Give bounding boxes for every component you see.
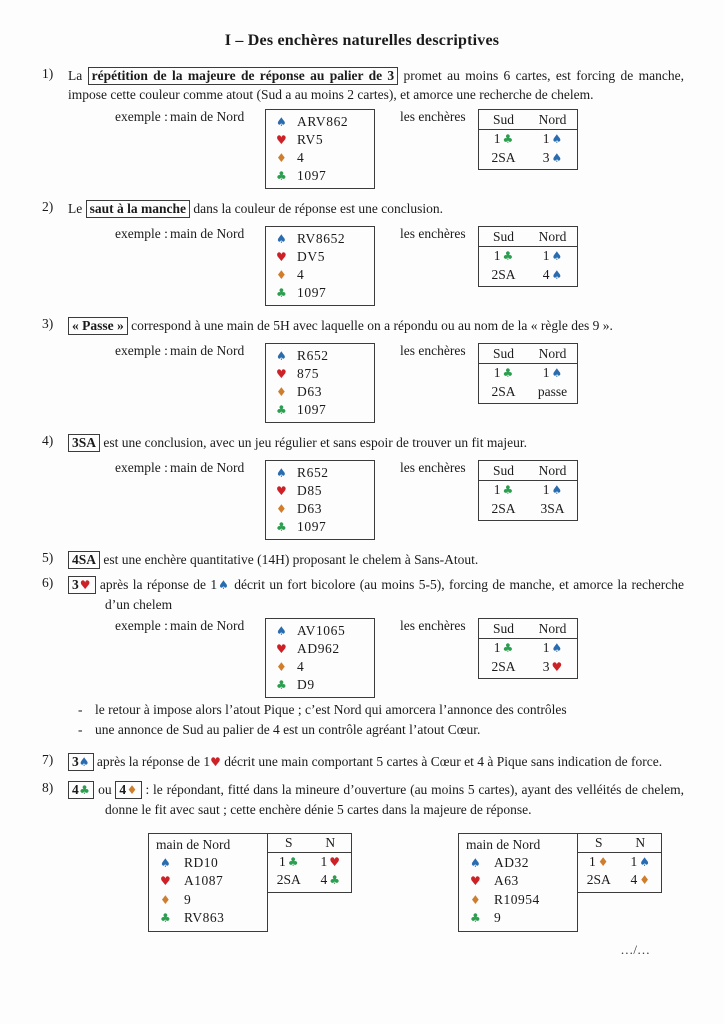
exemple-label: exemple : <box>115 343 168 358</box>
bidding-header <box>479 619 577 639</box>
item-3-number: 3) <box>42 316 54 331</box>
item-1-text-before: La <box>68 68 88 83</box>
heart-icon: ♥ <box>276 484 287 498</box>
club-icon: ♣ <box>502 483 514 497</box>
item-5-text-after: est une enchère quantitative (14H) proposant le chelem à Sans-Atout. <box>100 552 479 567</box>
hand-row-clubs <box>276 676 374 694</box>
bidding-table-2 <box>478 226 578 287</box>
item-8-text-mid: ou <box>94 782 116 797</box>
north-hand-box-4 <box>265 460 375 540</box>
item-6-text-part2: décrit un fort bicolore (au moins 5-5), forcing de manche, et amorce la recherche d’un chelem <box>105 577 684 612</box>
les-encheres-label: les enchères <box>400 460 466 475</box>
club-holding: D9 <box>297 677 315 692</box>
nord-bid: 1 ♠ <box>542 365 563 380</box>
hand-row-spades <box>156 854 267 873</box>
diamond-holding: 9 <box>184 891 192 907</box>
heart-icon: ♥ <box>276 250 287 264</box>
exemple-label: exemple : <box>115 618 168 633</box>
hand-row-hearts <box>276 365 374 383</box>
nord-bid: 4 ♠ <box>542 266 563 282</box>
spade-icon: ♠ <box>276 349 287 363</box>
north-hand-box-3 <box>265 343 375 423</box>
north-hand-box-right <box>458 833 578 932</box>
page-title: I – Des enchères naturelles descriptives <box>224 32 500 49</box>
north-hand-box-6 <box>265 618 375 698</box>
diamond-icon: ♦ <box>276 385 287 399</box>
hand-row-hearts <box>156 872 267 891</box>
main-de-nord-label: main de Nord <box>170 618 245 633</box>
item-4-number: 4) <box>42 433 54 448</box>
nord-bid: 3 ♠ <box>542 149 563 165</box>
spade-icon: ♠ <box>551 483 563 497</box>
diamond-icon: ♦ <box>597 854 609 869</box>
main-de-nord-label: main de Nord <box>170 343 245 358</box>
diamond-holding: D63 <box>297 384 323 399</box>
bidding-row <box>479 130 577 149</box>
item-8-text <box>68 780 684 819</box>
spade-icon: ♠ <box>551 366 563 380</box>
bidding-header <box>479 344 577 364</box>
item-1-boxed-term: répétition de la majeure de réponse au palier de 3 <box>88 67 399 85</box>
diamond-holding: D63 <box>297 501 323 516</box>
item-7 <box>42 752 684 772</box>
heart-holding: A63 <box>494 873 519 888</box>
hand-row-clubs <box>466 909 577 928</box>
nord-header: Nord <box>538 621 567 636</box>
diamond-icon: ♦ <box>160 892 171 907</box>
spade-holding: R652 <box>297 348 329 363</box>
hand-row-clubs <box>276 518 374 536</box>
sud-bid: 2SA <box>491 266 516 282</box>
heart-icon: ♥ <box>276 133 287 147</box>
spade-holding: ARV862 <box>297 114 349 129</box>
item-5 <box>42 550 684 569</box>
diamond-holding: 4 <box>297 150 305 165</box>
bidding-row <box>479 658 577 677</box>
main-de-nord-header: main de Nord <box>156 837 231 852</box>
north-hand-box-2 <box>265 226 375 306</box>
items-list <box>0 66 724 819</box>
hand-row-spades <box>466 854 577 873</box>
club-icon: ♣ <box>276 520 287 534</box>
hand-row-spades <box>276 464 374 482</box>
item-4-text <box>68 433 684 452</box>
heart-icon: ♥ <box>276 642 287 656</box>
spade-icon: ♠ <box>551 249 563 263</box>
item-2-text-after: dans la couleur de réponse est une conclusion. <box>190 201 444 216</box>
heart-icon: ♥ <box>78 578 92 592</box>
item-3 <box>42 316 684 425</box>
heart-icon: ♥ <box>329 854 340 869</box>
nord-bid: 1 ♠ <box>542 482 563 497</box>
heart-holding: AD962 <box>297 641 340 656</box>
dash: - <box>78 702 83 717</box>
hand-row-diamonds <box>276 500 374 518</box>
diamond-icon: ♦ <box>276 268 287 282</box>
s-bid: 1 ♣ <box>278 853 299 869</box>
hand-row-clubs <box>276 401 374 419</box>
nord-bid: 3 ♥ <box>542 658 563 674</box>
club-holding: 1097 <box>297 285 327 300</box>
sud-bid: 2SA <box>491 149 516 165</box>
continuation-mark: …/… <box>620 941 650 957</box>
sud-bid: 1 ♣ <box>493 365 514 380</box>
bidding-table-left <box>268 833 352 893</box>
hand-row-diamonds <box>276 149 374 167</box>
nord-header: Nord <box>538 463 567 478</box>
spade-holding: AD32 <box>494 854 529 870</box>
les-encheres-label: les enchères <box>400 226 466 241</box>
item-1-number: 1) <box>42 66 54 81</box>
item-5-number: 5) <box>42 550 54 565</box>
item-6-text <box>68 575 684 614</box>
hand-row-hearts <box>276 248 374 266</box>
north-hand-box-left <box>148 833 268 932</box>
hand-row-clubs <box>276 284 374 302</box>
exemple-label: exemple : <box>115 460 168 475</box>
heart-holding: 875 <box>297 366 320 381</box>
heart-holding: DV5 <box>297 249 326 264</box>
n-bid: 1 ♥ <box>320 853 340 869</box>
spade-holding: RD10 <box>184 854 219 870</box>
sud-bid: 2SA <box>491 383 516 399</box>
sud-header: Sud <box>492 621 514 636</box>
bidding-table-4 <box>478 460 578 521</box>
example-4 <box>68 460 684 540</box>
s-header: S <box>594 835 603 850</box>
bidding-row <box>268 853 351 872</box>
club-holding: 1097 <box>297 402 327 417</box>
bidding-row <box>479 639 577 658</box>
sud-bid: 1 ♣ <box>493 640 514 655</box>
bidding-row <box>268 871 351 890</box>
nord-bid: passe <box>537 383 568 399</box>
club-icon: ♣ <box>287 854 299 869</box>
heart-icon: ♥ <box>276 367 287 381</box>
bidding-row <box>479 383 577 402</box>
club-icon: ♣ <box>502 641 514 655</box>
club-icon: ♣ <box>276 403 287 417</box>
club-holding: RV863 <box>184 910 225 925</box>
spade-icon: ♠ <box>551 132 563 146</box>
item-6-boxed-bid: 3♥ <box>68 576 96 594</box>
spade-icon: ♠ <box>276 624 287 638</box>
diamond-icon: ♦ <box>126 783 138 797</box>
bidding-table-6 <box>478 618 578 679</box>
nord-bid: 1 ♠ <box>542 640 563 655</box>
spade-holding: RV8652 <box>297 231 346 246</box>
bidding-row <box>479 481 577 500</box>
example-1 <box>68 109 684 189</box>
diamond-icon: ♦ <box>276 151 287 165</box>
spade-icon: ♠ <box>276 115 287 129</box>
note-text: une annonce de Sud au palier de 4 est un contrôle agréant l’atout Cœur. <box>95 722 481 737</box>
example-6 <box>68 618 684 698</box>
s-bid: 2SA <box>276 872 301 887</box>
bottom-tables <box>148 833 724 932</box>
example-2 <box>68 226 684 306</box>
item-6 <box>42 575 684 740</box>
north-hand-box-1 <box>265 109 375 189</box>
item-2-boxed-term: saut à la manche <box>86 200 190 218</box>
les-encheres-label: les enchères <box>400 343 466 358</box>
item-5-boxed-term: 4SA <box>68 551 100 569</box>
item-8-boxed-bid-2: 4♦ <box>115 781 141 799</box>
diamond-holding: 4 <box>297 659 305 674</box>
item-6-number: 6) <box>42 575 54 590</box>
s-bid: 1 ♦ <box>588 853 609 869</box>
bidding-header <box>479 110 577 130</box>
note-text: le retour à impose alors l’atout Pique ; c’est Nord qui amorcera l’annonce des contrôles <box>95 702 567 717</box>
exemple-label: exemple : <box>115 226 168 241</box>
spade-icon: ♠ <box>160 855 171 870</box>
item-6-text-part1: après la réponse de 1 <box>95 577 218 592</box>
bidding-header <box>268 834 351 853</box>
hand-row-spades <box>276 113 374 131</box>
sud-header: Sud <box>492 229 514 244</box>
item-4-boxed-term: 3SA <box>68 434 100 452</box>
heart-holding: D85 <box>297 483 323 498</box>
diamond-icon: ♦ <box>276 502 287 516</box>
item-1-text <box>68 66 684 104</box>
bidding-header <box>578 834 661 853</box>
nord-bid: 3SA <box>540 500 565 516</box>
spade-icon: ♠ <box>470 855 481 870</box>
club-icon: ♣ <box>276 286 287 300</box>
n-header: N <box>325 835 336 850</box>
sud-header: Sud <box>492 112 514 127</box>
item-7-boxed-bid: 3♠ <box>68 753 94 771</box>
heart-icon: ♥ <box>210 755 221 769</box>
spade-icon: ♠ <box>276 232 287 246</box>
sud-bid: 2SA <box>491 658 516 674</box>
spade-holding: R652 <box>297 465 329 480</box>
item-1 <box>42 66 684 191</box>
sud-bid: 1 ♣ <box>493 482 514 497</box>
diamond-holding: 4 <box>297 267 305 282</box>
hand-row-hearts <box>466 872 577 891</box>
bidding-row <box>479 266 577 285</box>
heart-holding: RV5 <box>297 132 324 147</box>
item-3-text-after: correspond à une main de 5H avec laquelle on a répondu ou au nom de la « règle des 9 ». <box>127 318 613 333</box>
hand-row-diamonds <box>276 266 374 284</box>
club-icon: ♣ <box>329 873 340 887</box>
hand-row-diamonds <box>276 383 374 401</box>
hand-row-spades <box>276 347 374 365</box>
sud-header: Sud <box>492 463 514 478</box>
item-4 <box>42 433 684 542</box>
sud-header: Sud <box>492 346 514 361</box>
club-icon: ♣ <box>78 783 91 797</box>
exemple-label: exemple : <box>115 109 168 124</box>
bidding-header <box>479 227 577 247</box>
main-de-nord-label: main de Nord <box>170 109 245 124</box>
diamond-holding: R10954 <box>494 891 540 907</box>
bidding-row <box>479 500 577 519</box>
item-8-text-after: : le répondant, fitté dans la mineure d’ouverture (au moins 5 cartes), ayant des velléités de chelem, donne le fit avec saut ; cette enchère dénie 5 cartes dans la majeure de réponse. <box>105 782 684 817</box>
hand-row-clubs <box>276 167 374 185</box>
n-bid: 4 ♣ <box>320 872 340 887</box>
club-holding: 9 <box>494 910 502 925</box>
club-icon: ♣ <box>276 678 287 692</box>
club-holding: 1097 <box>297 519 327 534</box>
club-icon: ♣ <box>276 169 287 183</box>
bidding-row <box>479 149 577 168</box>
diamond-icon: ♦ <box>276 660 287 674</box>
nord-header: Nord <box>538 112 567 127</box>
nord-header: Nord <box>538 346 567 361</box>
bidding-row <box>578 871 661 890</box>
bidding-row <box>479 364 577 383</box>
note-line <box>78 700 684 720</box>
item-2-text <box>68 199 684 218</box>
hand-row-hearts <box>276 131 374 149</box>
club-icon: ♣ <box>502 132 514 146</box>
item-7-text-part1: après la réponse de 1 <box>93 754 211 769</box>
item-6-notes <box>78 700 684 740</box>
nord-bid: 1 ♠ <box>542 131 563 146</box>
hand-row-diamonds <box>466 891 577 910</box>
main-de-nord-header: main de Nord <box>466 837 541 852</box>
sud-bid: 2SA <box>491 500 516 516</box>
hand-row-clubs <box>156 909 267 928</box>
bidding-row <box>479 247 577 266</box>
item-2 <box>42 199 684 308</box>
hand-row-spades <box>276 622 374 640</box>
spade-icon: ♠ <box>217 578 230 592</box>
club-icon: ♣ <box>502 366 514 380</box>
n-bid: 4 ♦ <box>630 872 650 887</box>
heart-icon: ♥ <box>470 874 481 888</box>
heart-icon: ♥ <box>160 874 171 888</box>
item-3-boxed-term: « Passe » <box>68 317 128 335</box>
main-de-nord-label: main de Nord <box>170 460 245 475</box>
s-bid: 2SA <box>586 872 611 887</box>
example-3 <box>68 343 684 423</box>
item-7-text-part2: décrit une main comportant 5 cartes à Cœur et 4 à Pique sans indication de force. <box>220 754 663 769</box>
dash: - <box>78 722 83 737</box>
bottom-table-left <box>148 833 352 932</box>
item-2-text-before: Le <box>68 201 86 216</box>
spade-icon: ♠ <box>276 466 287 480</box>
bidding-table-3 <box>478 343 578 404</box>
bidding-row <box>578 853 661 872</box>
hand-row-diamonds <box>156 891 267 910</box>
item-2-number: 2) <box>42 199 54 214</box>
item-7-text <box>68 752 684 772</box>
item-7-number: 7) <box>42 752 54 767</box>
item-1-text-after: promet au moins 6 cartes, est forcing de manche, impose cette couleur comme atout (Sud a au moins 2 cartes), et amorce une recherche de chelem. <box>68 68 684 102</box>
club-icon: ♣ <box>502 249 514 263</box>
heart-holding: A1087 <box>184 873 224 888</box>
item-3-text <box>68 316 684 335</box>
hand-row-spades <box>276 230 374 248</box>
item-4-text-after: est une conclusion, avec un jeu régulier et sans espoir de trouver un fit majeur. <box>100 435 528 450</box>
les-encheres-label: les enchères <box>400 618 466 633</box>
spade-holding: AV1065 <box>297 623 346 638</box>
bidding-header <box>479 461 577 481</box>
item-5-text <box>68 550 684 569</box>
item-8 <box>42 780 684 819</box>
heart-icon: ♥ <box>551 659 563 674</box>
sud-bid: 1 ♣ <box>493 248 514 263</box>
sud-bid: 1 ♣ <box>493 131 514 146</box>
diamond-icon: ♦ <box>470 892 481 907</box>
les-encheres-label: les enchères <box>400 109 466 124</box>
spade-icon: ♠ <box>78 755 90 769</box>
nord-header: Nord <box>538 229 567 244</box>
spade-icon: ♠ <box>551 267 563 282</box>
n-header: N <box>635 835 646 850</box>
spade-icon: ♠ <box>639 854 650 869</box>
diamond-icon: ♦ <box>639 873 650 887</box>
club-holding: 1097 <box>297 168 327 183</box>
bottom-table-right <box>458 833 662 932</box>
s-header: S <box>284 835 293 850</box>
item-8-boxed-bid-1: 4♣ <box>68 781 94 799</box>
club-icon: ♣ <box>470 911 481 925</box>
nord-bid: 1 ♠ <box>542 248 563 263</box>
note-line <box>78 720 684 740</box>
hand-row-diamonds <box>276 658 374 676</box>
bidding-table-1 <box>478 109 578 170</box>
bidding-table-right <box>578 833 662 893</box>
spade-icon: ♠ <box>551 150 563 165</box>
item-8-number: 8) <box>42 780 54 795</box>
hand-row-hearts <box>276 482 374 500</box>
hand-row-hearts <box>276 640 374 658</box>
n-bid: 1 ♠ <box>630 853 650 869</box>
main-de-nord-label: main de Nord <box>170 226 245 241</box>
club-icon: ♣ <box>160 911 171 925</box>
spade-icon: ♠ <box>551 641 563 655</box>
